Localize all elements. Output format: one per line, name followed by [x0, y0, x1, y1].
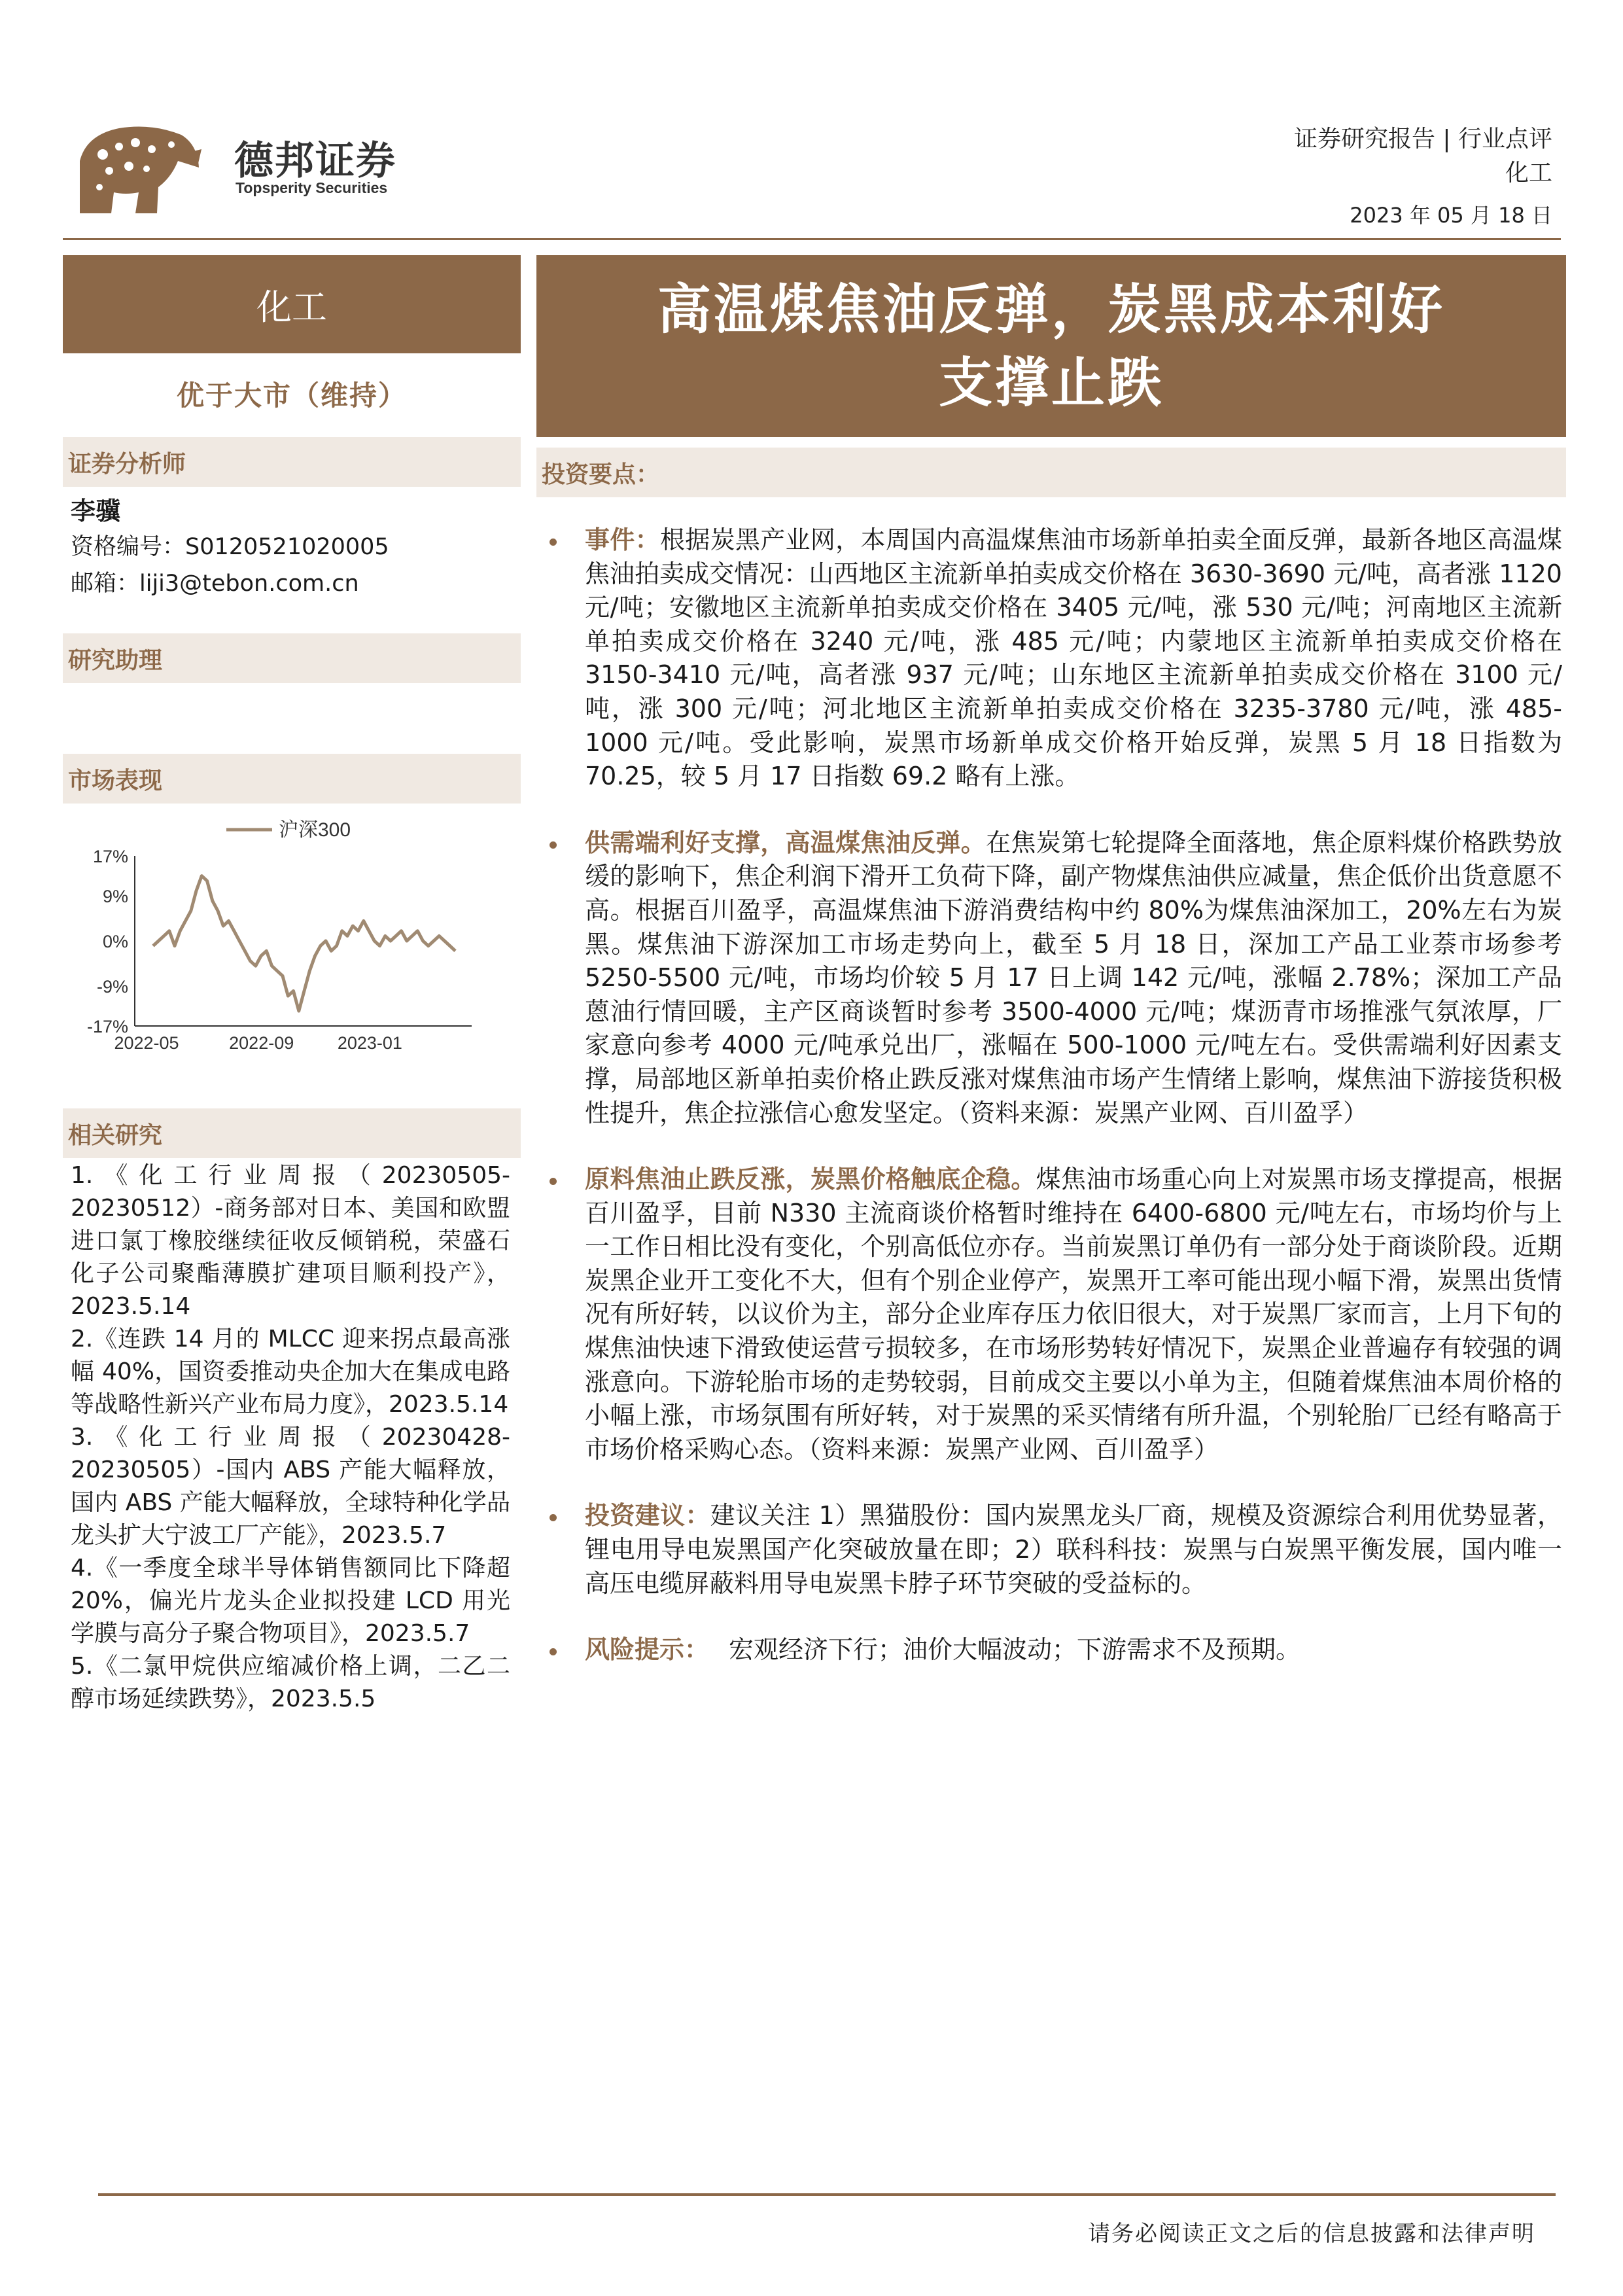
- related-research-list: [71, 1159, 510, 1716]
- bullet-carbon-black: [544, 1163, 1562, 1466]
- bullet-dot-icon: [550, 841, 557, 849]
- company-logo: [73, 115, 204, 226]
- x-tick-label: 2023-01: [337, 1033, 402, 1052]
- keypoints-header: 投资要点：: [536, 448, 1566, 497]
- chart-legend: [226, 819, 351, 841]
- market-section-header: 市场表现: [63, 754, 521, 804]
- bullet-text: 根据炭黑产业网，本周国内高温煤焦油市场新单拍卖全面反弹，最新各地区高温煤焦油拍卖成交情况：山西地区主流新单拍卖成交价格在 3630-3690 元/吨，高者涨 1120 元/吨；安徽地区主流新单拍卖成交价格在 3405 元/吨，涨 530 元/吨；河南地区主流新单拍卖成交价格在 3240 元/吨，涨 485 元/吨；内蒙地区主流新单拍卖成交价格在 3150-3410 元/吨，高者涨 937 元/吨；山东地区主流新单拍卖成交价格在 3100 元/吨，涨 300 元/吨；河北地区主流新单拍卖成交价格在 3235-3780 元/吨，涨 485-1000 元/吨。受此影响，炭黑市场新单成交价格开始反弹，炭黑 5 月 18 日指数为 70.25，较 5 月 17 日指数 69.2 略有上涨。: [585, 525, 1562, 791]
- header-divider: [63, 238, 1561, 240]
- bullet-lead: 风险提示：: [585, 1635, 710, 1665]
- related-item[interactable]: 3.《化工行业周报（20230428-20230505）-国内 ABS 产能大幅释放，国内 ABS 产能大幅释放，全球特种化学品龙头扩大宁波工厂产能》，2023.5.7: [71, 1424, 510, 1549]
- title-box: [536, 255, 1566, 437]
- bullet-dot-icon: [550, 1514, 557, 1521]
- footer-divider: [98, 2193, 1556, 2196]
- bullet-supply-demand: [544, 826, 1562, 1130]
- y-tick-label: -9%: [96, 976, 128, 997]
- bullet-dot-icon: [550, 539, 557, 546]
- analyst-name: 李骥: [71, 497, 121, 525]
- legend-label: 沪深300: [279, 819, 351, 841]
- report-type: 证券研究报告 | 行业点评: [1293, 126, 1552, 152]
- bullet-risk: [544, 1633, 1562, 1667]
- related-item[interactable]: 5.《二氯甲烷供应缩减价格上调，二乙二醇市场延续跌势》，2023.5.5: [71, 1653, 510, 1712]
- x-tick-label: 2022-09: [229, 1033, 294, 1052]
- bullet-dot-icon: [550, 1648, 557, 1655]
- analyst-certificate: 资格编号：S0120521020005: [71, 534, 389, 560]
- report-title-line2: 支撑止跌: [938, 351, 1164, 414]
- x-tick-label: 2022-05: [114, 1033, 179, 1052]
- brand-name: 德邦证券: [234, 138, 396, 184]
- analyst-section-header: 证券分析师: [63, 437, 521, 487]
- related-section-header: 相关研究: [63, 1108, 521, 1158]
- y-tick-label: -17%: [86, 1017, 128, 1036]
- related-item[interactable]: 2.《连跌 14 月的 MLCC 迎来拐点最高涨幅 40%，国资委推动央企加大在集成电路等战略性新兴产业布局力度》，2023.5.14: [71, 1326, 510, 1418]
- sector-box: [63, 255, 521, 353]
- bullet-lead: 事件：: [585, 525, 660, 554]
- sector-label: 化工: [256, 286, 327, 328]
- analyst-email: 邮箱：liji3@tebon.com.cn: [71, 571, 359, 597]
- y-tick-label: 17%: [92, 847, 128, 866]
- bullet-investment: [544, 1499, 1562, 1600]
- bullet-event: [544, 523, 1562, 794]
- bullet-lead: 投资建议：: [585, 1501, 710, 1530]
- series-line-hs300: [153, 876, 455, 1012]
- rating: 优于大市（维持）: [176, 380, 407, 412]
- report-title-line1: 高温煤焦油反弹，炭黑成本利好: [657, 278, 1445, 341]
- footer-disclaimer: 请务必阅读正文之后的信息披露和法律声明: [1088, 2221, 1535, 2247]
- bullet-text: 在焦炭第七轮提降全面落地，焦企原料煤价格跌势放缓的影响下，焦企利润下滑开工负荷下降，副产物煤焦油供应减量，焦企低价出货意愿不高。根据百川盈孚，高温煤焦油下游消费结构中约 80%为煤焦油深加工，20%左右为炭黑。煤焦油下游深加工市场走势向上，截至 5 月 18 日，深加工产品工业萘市场参考 5250-5500 元/吨，市场均价较 5 月 17 日上调 142 元/吨，涨幅 2.78%；深加工产品蒽油行情回暖，主产区商谈暂时参考 3500-4000 元/吨；煤沥青市场推涨气氛浓厚，厂家意向参考 4000 元/吨承兑出厂，涨幅在 500-1000 元/吨左右。受供需端利好因素支撑，局部地区新单拍卖价格止跌反涨对煤焦油市场产生情绪上影响，煤焦油下游接货积极性提升，焦企拉涨信心愈发坚定。（资料来源：炭黑产业网、百川盈孚）: [585, 828, 1562, 1127]
- bullet-lead: 供需端利好支撑，高温煤焦油反弹。: [585, 828, 986, 857]
- market-performance-chart: [63, 797, 521, 1052]
- bullet-lead: 原料焦油止跌反涨，炭黑价格触底企稳。: [585, 1165, 1036, 1194]
- bullet-dot-icon: [550, 1178, 557, 1185]
- bullet-text: 建议关注 1）黑猫股份：国内炭黑龙头厂商，规模及资源综合利用优势显著，锂电用导电炭黑国产化突破放量在即；2）联科科技：炭黑与白炭黑平衡发展，国内唯一高压电缆屏蔽料用导电炭黑卡脖子环节突破的受益标的。: [585, 1501, 1562, 1598]
- y-tick-label: 9%: [102, 887, 128, 907]
- bullet-text: 宏观经济下行；油价大幅波动；下游需求不及预期。: [729, 1635, 1301, 1665]
- brand-english-name: Topsperity Securities: [236, 179, 388, 196]
- related-item[interactable]: 1.《化工行业周报（20230505-20230512）-商务部对日本、美国和欧盟进口氯丁橡胶继续征收反倾销税，荣盛石化子公司聚酯薄膜扩建项目顺利投产》，2023.5.14: [71, 1162, 510, 1320]
- assistant-section-header: 研究助理: [63, 633, 521, 683]
- y-tick-label: 0%: [102, 932, 128, 951]
- report-date: 2023 年 05 月 18 日: [1350, 203, 1552, 228]
- bullet-text: 煤焦油市场重心向上对炭黑市场支撑提高，根据百川盈孚，目前 N330 主流商谈价格暂时维持在 6400-6800 元/吨左右，市场均价与上一工作日相比没有变化，个别高低位亦存。当前炭黑订单仍有一部分处于商谈阶段。近期炭黑企业开工变化不大，但有个别企业停产，炭黑开工率可能出现小幅下滑，炭黑出货情况有所好转，以议价为主，部分企业库存压力依旧很大，对于炭黑厂家而言，上月下旬的煤焦油快速下滑致使运营亏损较多，在市场形势转好情况下，炭黑企业普遍存有较强的调涨意向。下游轮胎市场的走势较弱，目前成交主要以小单为主，但随着煤焦油本周价格的小幅上涨，市场氛围有所好转，对于炭黑的采买情绪有所升温，个别轮胎厂已经有略高于市场价格采购心态。（资料来源：炭黑产业网、百川盈孚）: [585, 1165, 1562, 1464]
- report-industry: 化工: [1505, 160, 1552, 186]
- keypoints-body: [544, 523, 1562, 1700]
- related-item[interactable]: 4.《一季度全球半导体销售额同比下降超 20%，偏光片龙头企业拟投建 LCD 用光学膜与高分子聚合物项目》，2023.5.7: [71, 1555, 510, 1647]
